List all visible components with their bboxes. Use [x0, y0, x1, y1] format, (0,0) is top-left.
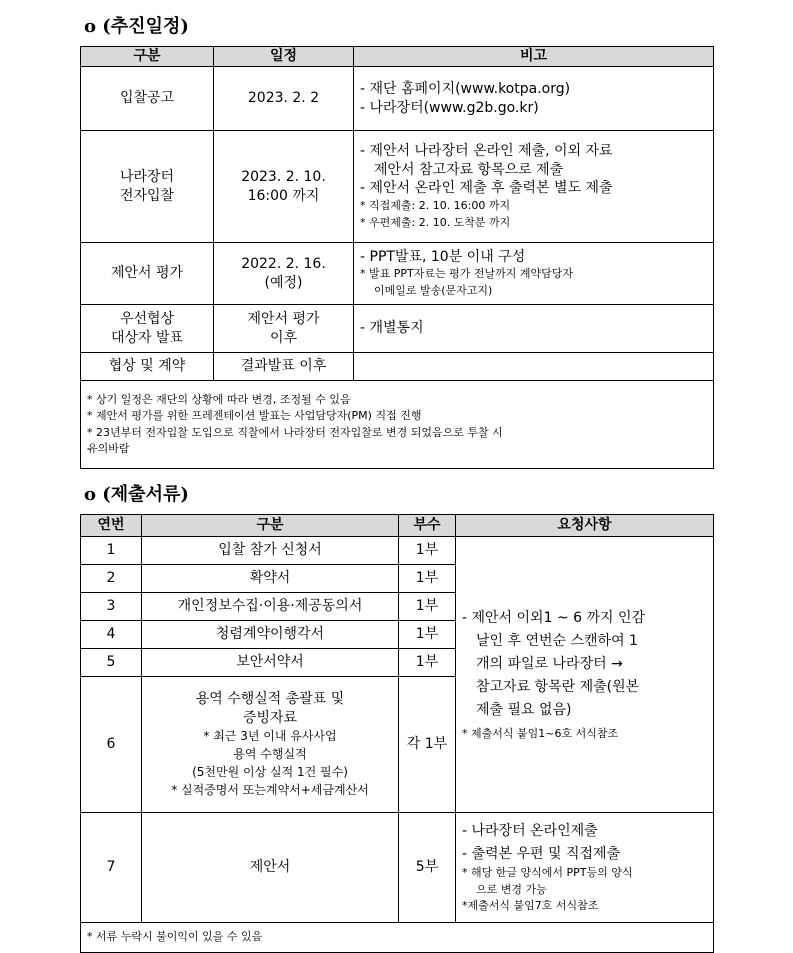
documents-table [80, 514, 714, 953]
header-remarks: 비고 [354, 47, 714, 67]
schedule-note: * 23년부터 전자입찰 도입으로 직찰에서 나라장터 전자입찰로 변경 되었음으로 투찰 시 [87, 425, 503, 439]
document-name-line: 입찰 참가 신청서 [218, 542, 322, 559]
document-row [81, 813, 714, 923]
schedule-date [214, 67, 354, 131]
date-line: 이후 [269, 329, 298, 346]
request-line: - 출력본 우편 및 직접제출 [462, 845, 621, 862]
date-line: (예정) [264, 274, 303, 291]
category-line: 제안서 평가 [110, 265, 184, 282]
date-line: 제안서 평가 [247, 310, 320, 327]
remark-line: - 제안서 온라인 제출 후 출력본 별도 제출 [360, 180, 613, 197]
document-sub-line: 용역 수행실적 [233, 747, 307, 762]
schedule-category [81, 131, 214, 243]
remark-line: - 나라장터(www.g2b.go.kr) [360, 99, 539, 116]
schedule-remarks [354, 67, 714, 131]
document-no: 7 [81, 813, 142, 923]
schedule-note: 유의바람 [87, 442, 130, 455]
remark-line: * 직접제출: 2. 10. 16:00 까지 [360, 199, 511, 213]
document-sub-line: * 최근 3년 이내 유사사업 [203, 729, 337, 744]
request-note: * 제출서식 붙임1~6호 서식참조 [462, 726, 619, 740]
schedule-heading: o (추진일정) [84, 16, 189, 37]
header-doc-category: 구분 [142, 515, 399, 537]
schedule-remarks [354, 131, 714, 243]
document-copies: 1부 [399, 649, 456, 677]
document-copies: 각 1부 [399, 677, 456, 813]
schedule-row [81, 353, 714, 381]
date-line: 2023. 2. 10. [241, 168, 326, 185]
document-name [142, 621, 399, 649]
header-category: 구분 [81, 47, 214, 67]
documents-footnote: * 서류 누락시 불이익이 있을 수 있음 [81, 923, 714, 953]
remark-line: - 제안서 나라장터 온라인 제출, 이외 자료 [360, 142, 613, 159]
category-line: 나라장터 [119, 168, 175, 185]
schedule-remarks [354, 353, 714, 381]
remark-line: * 우편제출: 2. 10. 도착분 까지 [360, 215, 511, 229]
schedule-category [81, 243, 214, 305]
category-line: 우선협상 [119, 310, 175, 327]
remark-line: 제안서 참고자료 항목으로 제출 [374, 161, 564, 178]
schedule-category [81, 67, 214, 131]
schedule-date [214, 243, 354, 305]
document-copies: 5부 [399, 813, 456, 923]
schedule-remarks [354, 243, 714, 305]
documents-heading: o (제출서류) [84, 484, 189, 505]
document-sub-line: (5천만원 이상 실적 1건 필수) [192, 765, 348, 780]
document-no: 4 [81, 621, 142, 649]
request-line: - 제안서 이외1 ~ 6 까지 인감 [462, 609, 646, 626]
remark-line: 이메일로 발송(문자고지) [374, 283, 493, 297]
request-line: 날인 후 연번순 스캔하여 1 [476, 632, 638, 649]
schedule-note: * 상기 일정은 재단의 상황에 따라 변경, 조정될 수 있음 [87, 392, 351, 406]
schedule-row [81, 305, 714, 353]
document-no: 6 [81, 677, 142, 813]
schedule-date [214, 131, 354, 243]
remark-line: - 개별통지 [360, 320, 424, 337]
document-name-line: 보안서약서 [236, 654, 304, 671]
request-line: - 나라장터 온라인제출 [462, 823, 598, 840]
request-line: 제출 필요 없음) [476, 701, 572, 718]
schedule-table [80, 46, 714, 469]
date-line: 2022. 2. 16. [241, 255, 326, 272]
document-name [142, 813, 399, 923]
document-no: 2 [81, 565, 142, 593]
schedule-row [81, 243, 714, 305]
date-line: 16:00 까지 [247, 187, 320, 204]
schedule-category [81, 353, 214, 381]
category-line: 협상 및 계약 [108, 358, 186, 375]
remark-line: * 발표 PPT자료는 평가 전날까지 계약담당자 [360, 267, 573, 281]
schedule-remarks [354, 305, 714, 353]
document-name-line: 용역 수행실적 총괄표 및 [195, 690, 345, 707]
request-note: 으로 변경 가능 [476, 882, 547, 896]
document-name [142, 537, 399, 565]
request-7 [456, 813, 714, 923]
remark-line: - 재단 홈페이지(www.kotpa.org) [360, 80, 571, 97]
header-request: 요청사항 [456, 515, 714, 537]
schedule-category [81, 305, 214, 353]
request-note: * 해당 한글 양식에서 PPT등의 양식 [462, 866, 633, 880]
category-line: 전자입찰 [119, 187, 175, 204]
document-sub-line: * 실적증명서 또는계약서+세금계산서 [171, 783, 369, 798]
document-no: 5 [81, 649, 142, 677]
document-name [142, 649, 399, 677]
header-schedule: 일정 [214, 47, 354, 67]
request-1-6 [456, 537, 714, 813]
document-name [142, 677, 399, 813]
document-copies: 1부 [399, 621, 456, 649]
document-name-line: 청렴계약이행각서 [215, 626, 325, 643]
request-note: *제출서식 붙임7호 서식참조 [462, 899, 599, 913]
date-line: 결과발표 이후 [240, 358, 327, 375]
document-copies: 1부 [399, 565, 456, 593]
remark-line: - PPT발표, 10분 이내 구성 [360, 248, 526, 265]
header-copies: 부수 [399, 515, 456, 537]
document-name [142, 593, 399, 621]
request-line: 개의 파일로 나라장터 → [476, 655, 623, 672]
schedule-note: * 제안서 평가를 위한 프레젠테이션 발표는 사업담당자(PM) 직접 진행 [87, 409, 422, 422]
document-no: 3 [81, 593, 142, 621]
document-name-line: 제안서 [249, 859, 291, 876]
schedule-date [214, 305, 354, 353]
document-copies: 1부 [399, 537, 456, 565]
document-copies: 1부 [399, 593, 456, 621]
document-name-line: 확약서 [249, 570, 291, 587]
schedule-notes [81, 381, 714, 469]
request-line: 참고자료 항목란 제출(원본 [476, 678, 640, 695]
document-row [81, 537, 714, 565]
schedule-date [214, 353, 354, 381]
document-name-line: 증빙자료 [242, 709, 298, 726]
header-no: 연번 [81, 515, 142, 537]
document-name-line: 개인정보수집·이용·제공동의서 [177, 598, 363, 615]
category-line: 입찰공고 [119, 90, 175, 107]
document-name [142, 565, 399, 593]
schedule-row [81, 67, 714, 131]
date-line: 2023. 2. 2 [247, 90, 320, 107]
document-no: 1 [81, 537, 142, 565]
schedule-row [81, 131, 714, 243]
category-line: 대상자 발표 [110, 329, 184, 346]
